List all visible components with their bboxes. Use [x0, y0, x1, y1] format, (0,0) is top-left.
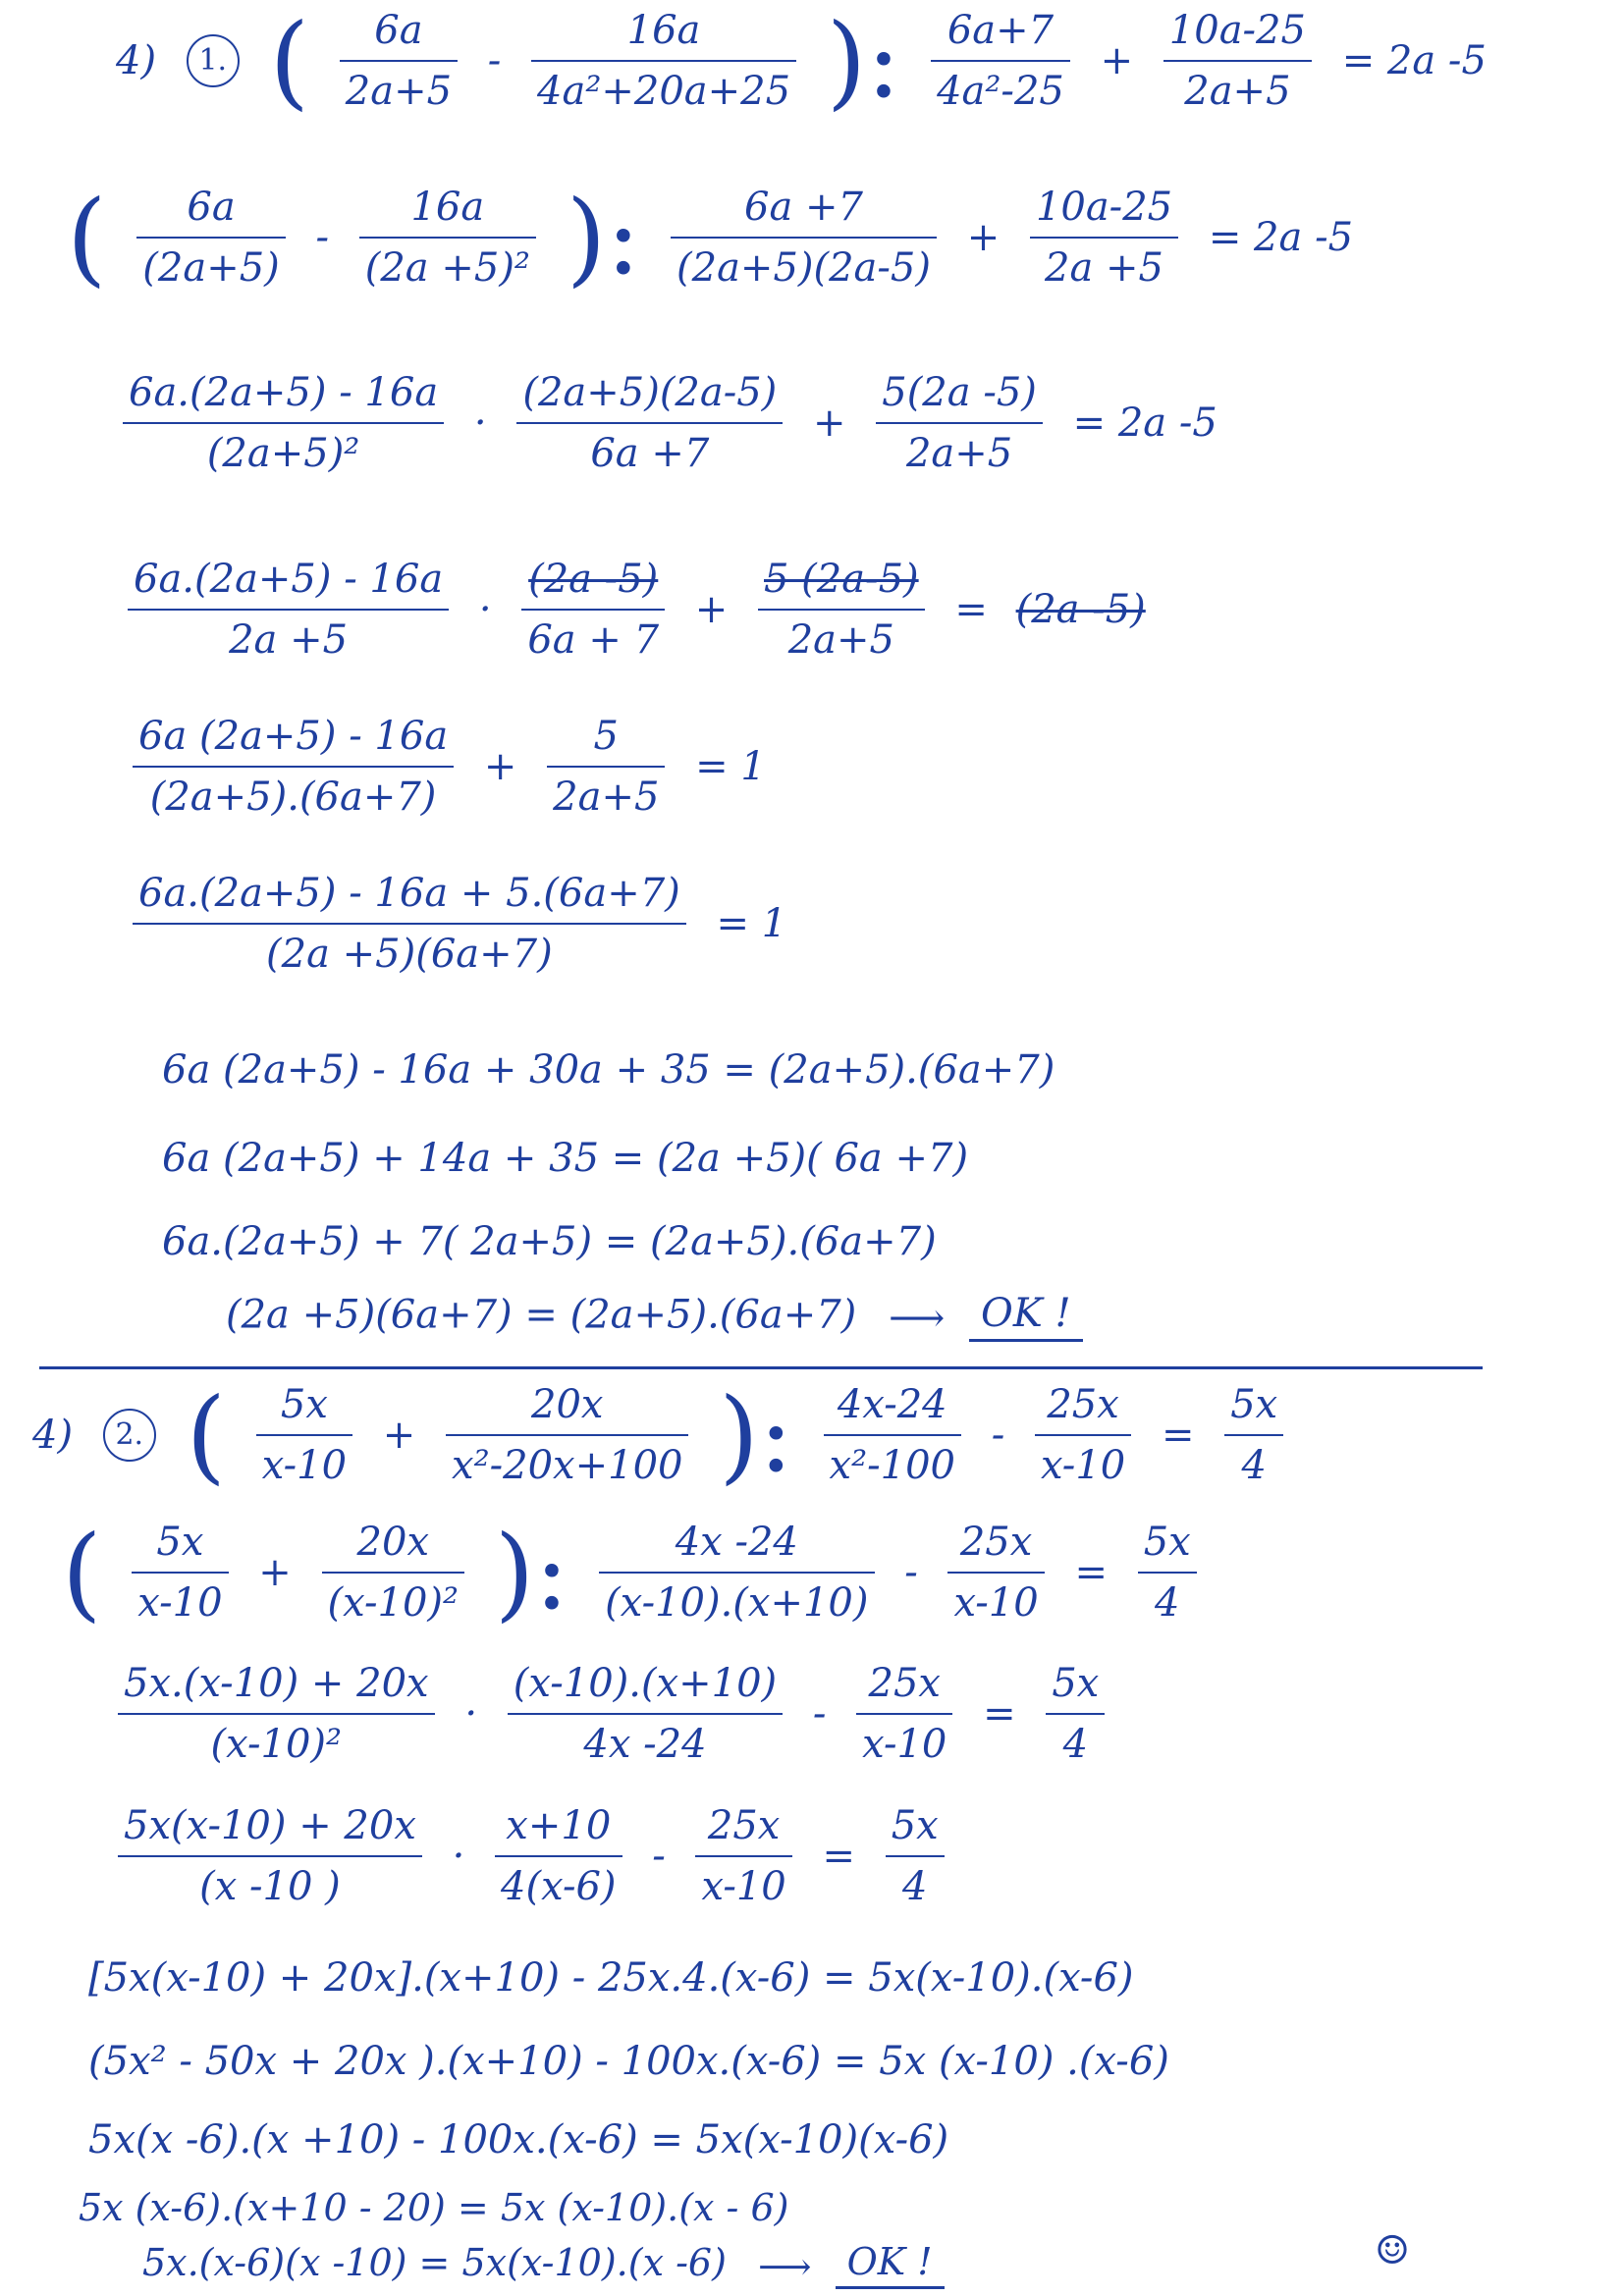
section-divider — [39, 1366, 1483, 1369]
fraction: $\frac{25x}{x-10}$ — [947, 1522, 1044, 1623]
fraction: $\frac{25x}{x-10}$ — [695, 1806, 791, 1906]
p1-line-3 — [113, 370, 1225, 476]
p1-line-4 — [118, 557, 1154, 663]
p1-line-6 — [123, 871, 794, 977]
p2-circled-label: 2. — [103, 1409, 156, 1462]
operator: + — [258, 1550, 292, 1595]
equals-sign: = — [983, 1691, 1016, 1736]
fraction: $\frac{5x}{x-10}$ — [132, 1522, 228, 1623]
paren-close: ): — [719, 1375, 793, 1495]
p2-line-6: (5x² - 50x + 20x ).(x+10) - 100x.(x-6) = 5x (x-10) .(x-6) — [88, 2039, 1169, 2084]
fraction: $\frac{25x}{x-10}$ — [1035, 1385, 1131, 1485]
equation-rhs: = 2a -5 — [1208, 215, 1354, 260]
fraction: $\frac{5x}{4}$ — [1138, 1522, 1197, 1623]
ok-mark: OK ! — [969, 1294, 1082, 1342]
p1-line-10 — [226, 1291, 1083, 1342]
p2-number: 4) — [32, 1413, 74, 1458]
paren-open: ( — [269, 1, 310, 121]
fraction: $\frac{6a (2a+5) - 16a}{(2a+5).(6a+7)}$ — [133, 717, 454, 817]
operator: + — [382, 1413, 416, 1458]
fraction: $\frac{5x}{4}$ — [1046, 1664, 1105, 1764]
operator: - — [652, 1834, 666, 1879]
arrow-right-icon: ⟶ — [758, 2244, 812, 2288]
fraction: $\frac{10a-25}{2a +5}$ — [1030, 187, 1178, 288]
operator: + — [1100, 38, 1134, 83]
operator: + — [966, 215, 1001, 260]
fraction: $\frac{x+10}{4(x-6)}$ — [495, 1806, 622, 1906]
equals-sign: = — [1161, 1413, 1195, 1458]
p1-line-5 — [123, 714, 774, 820]
operator: - — [315, 215, 330, 260]
paren-open: ( — [186, 1375, 227, 1495]
operator: - — [991, 1413, 1005, 1458]
fraction: $\frac{4x-24}{\text{x²-100}}$ — [824, 1385, 961, 1485]
fraction: $\frac{5 (2a-5)}{2a+5}$ — [758, 560, 925, 660]
fraction: $\frac{(x-10).(x+10)}{4x -24}$ — [508, 1664, 783, 1764]
paren-open: ( — [67, 178, 107, 297]
paren-close: ): — [566, 178, 641, 297]
equals-sign: = — [1074, 1550, 1108, 1595]
operator: + — [483, 744, 517, 789]
p1-line-9: 6a.(2a+5) + 7( 2a+5) = (2a+5).(6a+7) — [162, 1219, 937, 1264]
equation-rhs: = 1 — [716, 901, 787, 946]
operator: + — [813, 400, 846, 446]
fraction: $\frac{25x}{x-10}$ — [856, 1664, 952, 1764]
p2-line-3 — [108, 1661, 1114, 1767]
fraction: $\frac{6a.(2a+5) - 16a + 5.(6a+7)}{(2a +5)(6a+7)}$ — [133, 874, 686, 974]
operator: · — [464, 1691, 478, 1736]
fraction: $\frac{(2a+5)(2a-5)}{6a +7}$ — [516, 373, 783, 473]
fraction: $\frac{16a}{\text{4a²+20a+25}}$ — [531, 11, 796, 111]
arrow-right-icon: ⟶ — [888, 1295, 946, 1341]
fraction: $\frac{5x}{4}$ — [886, 1806, 945, 1906]
equation-rhs: = 2a -5 — [1072, 400, 1217, 446]
operator: - — [904, 1550, 918, 1595]
operator: - — [487, 38, 502, 83]
fraction: $\frac{10a-25}{2a+5}$ — [1163, 11, 1312, 111]
operator: · — [478, 587, 492, 632]
p1-line-8: 6a (2a+5) + 14a + 35 = (2a +5)( 6a +7) — [162, 1136, 969, 1181]
p2-line-9 — [142, 2240, 945, 2289]
equation-rhs: = 1 — [695, 744, 766, 789]
ok-mark: OK ! — [836, 2243, 945, 2289]
fraction: $\frac{5x}{x-10}$ — [256, 1385, 352, 1485]
fraction: $\frac{5(2a -5)}{2a+5}$ — [876, 373, 1043, 473]
fraction: $\frac{4x -24}{(x-10).(x+10)}$ — [599, 1522, 874, 1623]
fraction: $\frac{16a}{\text{(2a +5)²}}$ — [359, 187, 536, 288]
p2-line-5: [5x(x-10) + 20x].(x+10) - 25x.4.(x-6) = 5x(x-10).(x-6) — [88, 1955, 1134, 2001]
equals-sign: = — [822, 1834, 855, 1879]
operator: · — [452, 1834, 465, 1879]
fraction: $\frac{6a}{2a+5}$ — [340, 11, 458, 111]
operator: · — [473, 400, 487, 446]
paren-open: ( — [62, 1513, 102, 1632]
operator: - — [812, 1691, 827, 1736]
p2-final-equation: 5x.(x-6)(x -10) = 5x(x-10).(x -6) — [142, 2241, 727, 2284]
p2-line-1 — [25, 1375, 1293, 1495]
p2-line-8: 5x (x-6).(x+10 - 20) = 5x (x-10).(x - 6) — [79, 2186, 789, 2229]
p1-circled-label: 1. — [187, 34, 240, 87]
p1-line-2 — [59, 178, 1361, 297]
fraction: $\frac{6a.(2a+5) - 16a}{\text{(2a+5)²}}$ — [123, 373, 444, 473]
fraction: $\frac{6a+7}{\text{4a²-25}}$ — [931, 11, 1070, 111]
p1-number: 4) — [116, 38, 157, 83]
fraction: $\frac{6a +7}{(2a+5)(2a-5)}$ — [671, 187, 937, 288]
p2-line-4 — [108, 1803, 954, 1909]
equation-rhs: (2a -5) — [1015, 587, 1146, 632]
fraction: $\frac{(2a -5)}{6a + 7}$ — [521, 560, 665, 660]
equals-sign: = — [954, 587, 988, 632]
p2-line-2 — [54, 1513, 1207, 1632]
p2-line-7: 5x(x -6).(x +10) - 100x.(x-6) = 5x(x-10)(x-6) — [88, 2117, 949, 2163]
p1-final-equation: (2a +5)(6a+7) = (2a+5).(6a+7) — [226, 1292, 857, 1338]
smiley-icon: ☺ — [1375, 2228, 1410, 2273]
paren-close: ): — [494, 1513, 569, 1632]
fraction: $\frac{20x}{\text{(x-10)²}}$ — [322, 1522, 465, 1623]
fraction: $\frac{5x.(x-10) + 20x}{\text{(x-10)²}}$ — [118, 1664, 435, 1764]
fraction: $\frac{5x(x-10) + 20x}{(x -10 )}$ — [118, 1806, 422, 1906]
p1-line-1 — [108, 1, 1494, 121]
fraction: $\frac{20x}{\text{x²-20x+100}}$ — [446, 1385, 688, 1485]
fraction: $\frac{6a.(2a+5) - 16a}{2a +5}$ — [128, 560, 449, 660]
operator: + — [694, 587, 729, 632]
fraction: $\frac{5x}{4}$ — [1224, 1385, 1283, 1485]
paren-close: ): — [826, 1, 901, 121]
equation-rhs: = 2a -5 — [1341, 38, 1487, 83]
fraction: $\frac{6a}{(2a+5)}$ — [136, 187, 285, 288]
p1-line-7: 6a (2a+5) - 16a + 30a + 35 = (2a+5).(6a+7) — [162, 1047, 1055, 1093]
fraction: $\frac{5}{2a+5}$ — [547, 717, 665, 817]
